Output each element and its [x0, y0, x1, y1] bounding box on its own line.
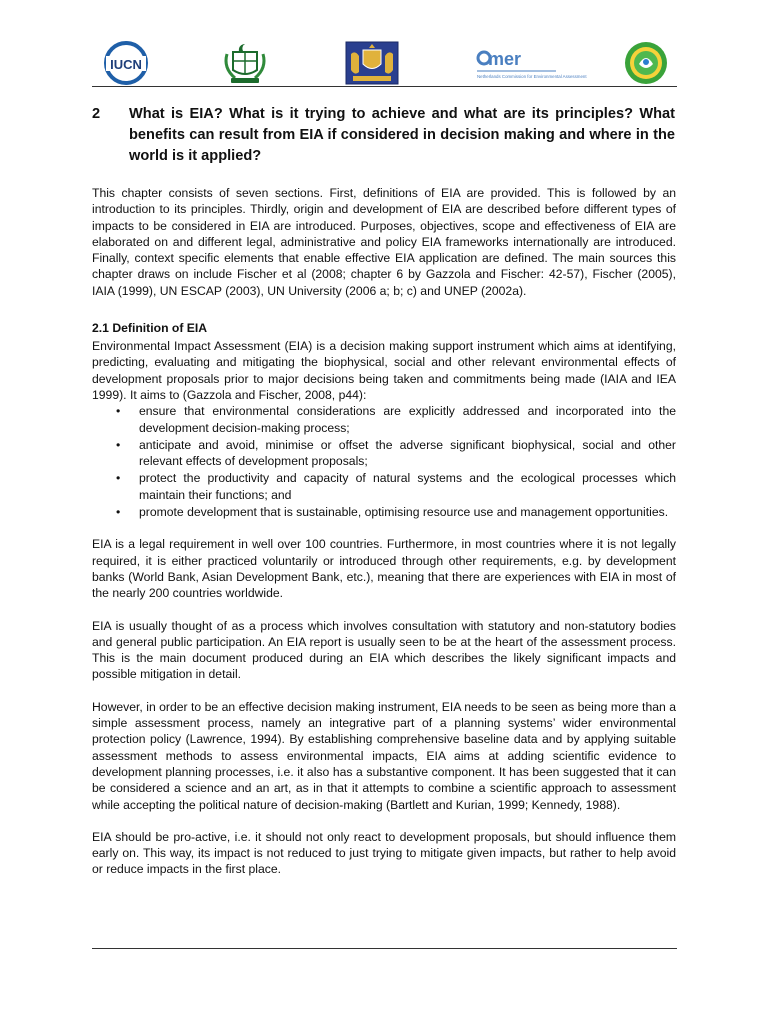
footer-divider	[92, 948, 677, 949]
iucn-logo-text: IUCN	[110, 57, 142, 72]
bullet-icon: •	[116, 437, 121, 452]
green-seal-logo	[621, 40, 671, 86]
list-item-text: anticipate and avoid, minimise or offset the adverse significant biophysical, social and other relevant effects of development proposals;	[139, 437, 676, 469]
body-paragraph: EIA is a legal requirement in well over 100 countries. Furthermore, in most countries where it is not legally required, it is either practiced voluntarily or introduced through other requirements, e.g. by development banks (World Bank, Asian Development Bank, etc.), meaning that there are experiences with EIA in most of the nearly 200 countries worldwide.	[92, 537, 676, 601]
pakistan-emblem-logo	[219, 40, 271, 86]
mer-logo-subtext: Netherlands Commission for Environmental Assessment	[477, 74, 587, 79]
section-title: What is EIA? What is it trying to achieve and what are its principles? What benefits can result from EIA if considered in decision making and where in the world is it applied?	[129, 106, 675, 164]
netherlands-coat-of-arms-logo	[345, 40, 399, 86]
bullet-icon: •	[116, 505, 121, 520]
body-paragraph: However, in order to be an effective decision making instrument, EIA needs to be seen as being more than a simple assessment process, namely an integrative part of a planning systems’ wider environmental protection policy (Lawrence, 1994). By establishing comprehensive baseline data and by applying suitable assessment methods to assess environmental impacts, EIA aims at adding scientific evidence to development planning processes, i.e. it also has a substantive component. It has been suggested that it can be considered a science and an art, as in that it attempts to combine a scientific approach to assessment while accepting the political nature of decision-making (Bartlett and Kurian, 1999; Kennedy, 1988).	[92, 699, 676, 812]
list-item-text: ensure that environmental considerations are explicitly addressed and incorporated into the development decision-making process;	[139, 404, 676, 435]
body-paragraph: EIA should be pro-active, i.e. it should not only react to development proposals, but should influence them early on. This way, its impact is not reduced to just trying to mitigate given impacts, but rather to help avoid or reduce impacts in the first place.	[92, 829, 676, 877]
list-item	[92, 437, 676, 470]
subsection-title: 2.1 Definition of EIA	[92, 321, 208, 336]
bullet-icon: •	[116, 404, 121, 419]
header-logos	[92, 40, 677, 86]
document-body	[92, 185, 676, 894]
list-item	[92, 504, 676, 520]
list-item	[92, 403, 676, 436]
intro-paragraph: This chapter consists of seven sections. First, definitions of EIA are provided. This is followed by an introduction to its principles. Thirdly, origin and development of EIA are described before different types of impacts to be considered in EIA are introduced. Purposes, objectives, scope and effectiveness of EIA are elaborated on and different legal, administrative and policy EIA frameworks internationally are introduced. Finally, context specific elements that enable effective EIA application are defined. The main sources this chapter draws on include Fischer et al (2008; chapter 6 by Gazzola and Fischer: 42-57), Fischer (2005), IAIA (1999), UN ESCAP (2003), UN University (2006 a; b; c) and UNEP (2002a).	[92, 186, 676, 298]
aims-list	[92, 403, 676, 520]
definition-paragraph: Environmental Impact Assessment (EIA) is a decision making support instrument which aims at identifying, predicting, evaluating and mitigating the biophysical, social and other relevant environmental effects of development proposals prior to major decisions being taken and commitments being made (IAIA and IEA 1999). It aims to (Gazzola and Fischer, 2008, p44):	[92, 339, 676, 402]
mer-logo	[474, 40, 587, 86]
body-paragraph: EIA is usually thought of as a process which involves consultation with statutory and non-statutory bodies and general public participation. An EIA report is usually seen to be at the heart of the assessment process. This is the main document produced during an EIA which describes the likely significant impacts and possible mitigation in detail.	[92, 618, 676, 682]
list-item-text: promote development that is sustainable, optimising resource use and management opportunities.	[139, 505, 669, 520]
list-item-text: protect the productivity and capacity of natural systems and the ecological processes which maintain their functions; and	[139, 471, 676, 502]
list-item	[92, 470, 676, 503]
mer-logo-text: mer	[488, 49, 522, 69]
bullet-icon: •	[116, 471, 121, 486]
iucn-logo	[100, 40, 152, 86]
section-number: 2	[92, 106, 101, 122]
header-divider	[92, 86, 677, 87]
